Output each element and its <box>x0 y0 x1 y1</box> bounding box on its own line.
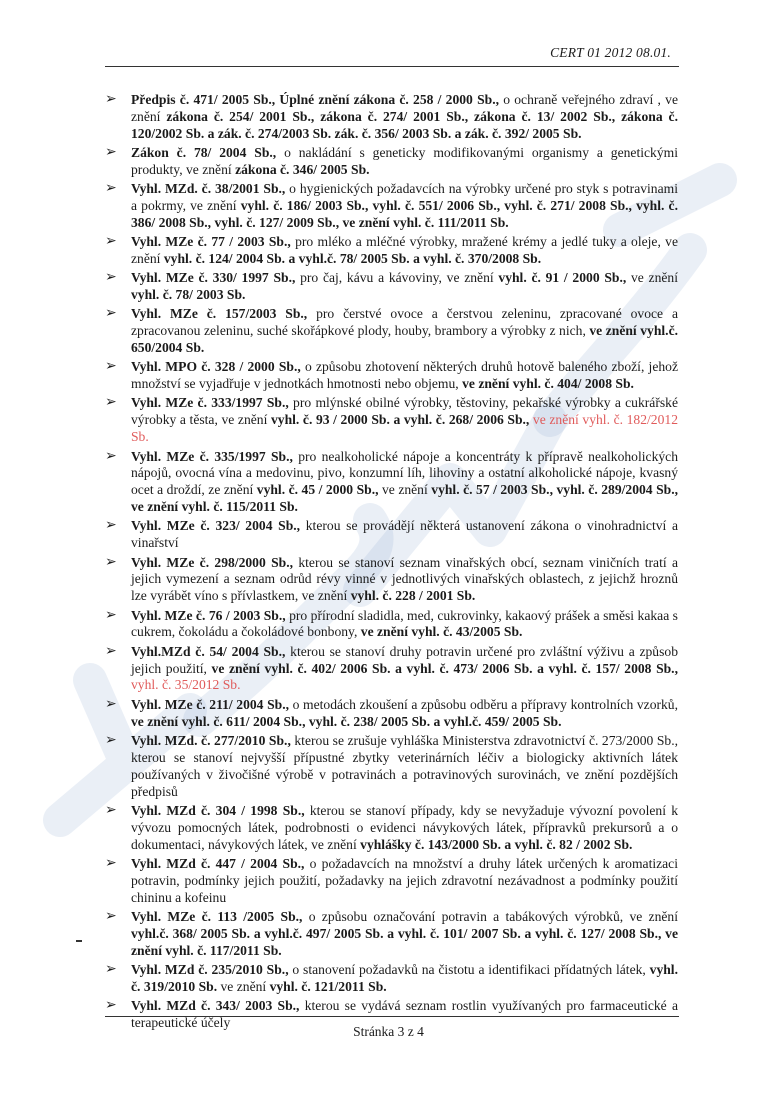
item-text-segment: vyhl. č. 124/ 2004 Sb. a vyhl.č. 78/ 2005 Sb. a vyhl. č. 370/2008 Sb. <box>163 251 542 267</box>
arrow-bullet-icon: ➢ <box>105 306 117 322</box>
arrow-bullet-icon: ➢ <box>105 643 117 659</box>
list-item <box>104 518 678 552</box>
list-item <box>104 306 678 357</box>
item-text-segment: vyhl. č. 319/2010 Sb. <box>131 961 678 994</box>
item-text-segment: ve znění <box>378 482 432 498</box>
item-text-segment: Vyhl. MZe č. 113 /2005 Sb., <box>131 908 303 924</box>
list-item <box>104 181 678 232</box>
arrow-bullet-icon: ➢ <box>105 802 117 818</box>
item-text-segment: ve znění vyhl.č. 650/2004 Sb. <box>131 323 678 356</box>
item-text-segment: ve znění <box>217 978 270 994</box>
arrow-bullet-icon: ➢ <box>105 961 117 977</box>
item-text-segment: vyhl.č. 368/ 2005 Sb. a vyhl.č. 497/ 2005 Sb. a vyhl. č. 101/ 2007 Sb. a vyhl. č. 127/ 2008 Sb., ve znění vyhl. č. 117/2011 Sb. <box>131 925 678 958</box>
arrow-bullet-icon: ➢ <box>105 145 117 161</box>
list-item <box>104 608 678 642</box>
item-text-segment: Vyhl. MZe č. 335/1997 Sb., <box>131 448 293 464</box>
item-text-segment: Vyhl. MZe č. 333/1997 Sb., <box>131 395 289 411</box>
item-text-segment: Vyhl. MZe č. 298/2000 Sb., <box>131 554 294 570</box>
item-text-segment: ve znění vyhl. č. 182/2012 Sb. <box>131 412 678 445</box>
arrow-bullet-icon: ➢ <box>105 395 117 411</box>
header-divider <box>105 66 679 67</box>
item-text-segment: kterou se vydává seznam rostlin využívaných pro farmaceutické a terapeutické účely <box>131 997 678 1030</box>
arrow-bullet-icon: ➢ <box>105 181 117 197</box>
arrow-bullet-icon: ➢ <box>105 518 117 534</box>
page-number: Stránka 3 z 4 <box>353 1024 424 1039</box>
arrow-bullet-icon: ➢ <box>105 92 117 107</box>
item-text-segment: Vyhl. MZe č. 157/2003 Sb., <box>131 306 308 322</box>
list-item <box>104 644 678 695</box>
list-item <box>104 803 678 854</box>
item-text-segment: Vyhl. MZe č. 77 / 2003 Sb., <box>131 234 291 250</box>
item-text-segment: o způsobu zhotovení některých druhů hotově baleného zboží, jehož množství se vyjadřuje v jednotkách hmotnosti nebo objemu, <box>131 359 678 392</box>
item-text-segment: zákona č. 254/ 2001 Sb., zákona č. 274/ 2001 Sb., zákona č. 13/ 2002 Sb., zákona č. 120/2002 Sb. a zák. č. 274/2003 Sb. zák. č. 356/ 2003 Sb. a zák. č. 392/ 2005 Sb. <box>131 108 678 141</box>
item-text-segment: vyhl. č. 91 / 2000 Sb., <box>498 270 627 286</box>
list-item <box>104 92 678 143</box>
list-item <box>104 145 678 179</box>
arrow-bullet-icon: ➢ <box>105 696 117 712</box>
arrow-bullet-icon: ➢ <box>105 270 117 286</box>
item-text-segment: Předpis č. 471/ 2005 Sb., Úplné znění zákona č. 258 / 2000 Sb., <box>131 92 499 107</box>
item-text-segment: o hygienických požadavcích na výrobky určené pro styk s potravinami a pokrmy, ve znění <box>131 181 678 214</box>
item-text-segment: Vyhl. MZe č. 330/ 1997 Sb., <box>131 270 296 286</box>
list-item <box>104 395 678 446</box>
item-text-segment: vyhl. č. 35/2012 Sb. <box>131 677 241 693</box>
item-text-segment: ve znění vyhl. č. 43/2005 Sb. <box>360 624 523 640</box>
item-text-segment: kterou se zrušuje vyhláška Ministerstva zdravotnictví č. 273/2000 Sb., kterou se stanoví nejvyšší přípustné zbytky veterinárních léčiv a biologicky aktivních látek používaných v živočišné výrobě v potravinách a potravinových surovinách, ve znění pozdějších předpisů <box>131 732 678 799</box>
item-text-segment: kterou se stanoví případy, kdy se nevyžaduje vývozní povolení k vývozu pomocných látek, podrobnosti o evidenci návykových látek, přípravků prekursorů a o dokumentaci, návykových látek, ve znění <box>131 802 679 852</box>
item-text-segment: vyhl. č. 45 / 2000 Sb., <box>256 482 379 498</box>
item-text-segment: pro mléko a mléčné výrobky, mražené krémy a jedlé tuky a oleje, ve znění <box>131 234 678 267</box>
list-item <box>104 449 678 517</box>
list-item <box>104 359 678 393</box>
item-text-segment: o metodách zkoušení a způsobu odběru a přípravy kontrolních vzorků, <box>289 696 679 712</box>
item-text-segment: vyhl. č. 121/2011 Sb. <box>269 978 387 994</box>
list-item <box>104 270 678 304</box>
list-item <box>104 962 678 996</box>
item-text-segment: Zákon č. 78/ 2004 Sb., <box>131 145 277 161</box>
arrow-bullet-icon: ➢ <box>105 732 117 748</box>
arrow-bullet-icon: ➢ <box>105 359 117 375</box>
arrow-bullet-icon: ➢ <box>105 234 117 250</box>
item-text-segment: Vyhl. MZd č. 304 / 1998 Sb., <box>131 802 305 818</box>
item-text-segment: Vyhl. MZe č. 323/ 2004 Sb., <box>131 518 301 534</box>
list-item <box>104 909 678 960</box>
item-text-segment: Vyhl. MPO č. 328 / 2000 Sb., <box>131 359 301 375</box>
item-text-segment: ve znění vyhl. č. 404/ 2008 Sb. <box>462 376 634 392</box>
item-text-segment: kterou se stanoví druhy potravin určené pro zvláštní výživu a způsob jejich použití, <box>131 643 678 676</box>
margin-mark <box>76 940 82 942</box>
arrow-bullet-icon: ➢ <box>105 855 117 871</box>
list-item <box>104 555 678 606</box>
item-text-segment: kterou se provádějí některá ustanovení zákona o vinohradnictví a vinařství <box>131 518 679 551</box>
list-item <box>104 733 678 801</box>
arrow-bullet-icon: ➢ <box>105 448 117 464</box>
item-text-segment: ve znění <box>626 270 678 286</box>
arrow-bullet-icon: ➢ <box>105 554 117 570</box>
item-text-segment: vyhl. č. 186/ 2003 Sb., vyhl. č. 551/ 2006 Sb., vyhl. č. 271/ 2008 Sb., vyhl. č. 386/ 2008 Sb., vyhl. č. 127/ 2009 Sb., ve znění vyhl. č. 111/2011 Sb. <box>131 198 678 230</box>
arrow-bullet-icon: ➢ <box>105 997 117 1013</box>
item-text-segment: o požadavcích na množství a druhy látek určených k aromatizaci potravin, podmínky jejich použití, požadavky na jejich zdravotní nezávadnost a podmínky použití chininu a kofeinu <box>131 855 678 905</box>
item-text-segment: Vyhl. MZd č. 235/2010 Sb., <box>131 961 289 977</box>
item-text-segment: vyhl. č. 228 / 2001 Sb. <box>350 588 476 604</box>
list-item <box>104 697 678 731</box>
document-reference: CERT 01 2012 08.01. <box>550 45 671 60</box>
item-text-segment: vyhl. č. 78/ 2003 Sb. <box>131 287 246 303</box>
item-text-segment: pro čerstvé ovoce a čerstvou zeleninu, zpracované ovoce a zpracovanou zeleninu, suché skořápkové plody, houby, brambory a výrobky z nich, <box>131 306 678 339</box>
item-text-segment: zákona č. 346/ 2005 Sb. <box>235 161 370 177</box>
item-text-segment: pro nealkoholické nápoje a koncentráty k přípravě nealkoholických nápojů, ovocná vína a medovinu, pivo, konzumní líh, lihoviny a ostatní alkoholické nápoje, kvasný ocet a droždí, ze znění <box>131 448 678 498</box>
item-text-segment: Vyhl.MZd č. 54/ 2004 Sb., <box>131 643 286 659</box>
item-text-segment: Vyhl. MZe č. 76 / 2003 Sb., <box>131 607 286 623</box>
item-text-segment: o stanovení požadavků na čistotu a identifikaci přídatných látek, <box>288 961 650 977</box>
item-text-segment: o způsobu označování potravin a tabákových výrobků, ve znění <box>302 908 678 924</box>
item-text-segment: pro mlýnské obilné výrobky, těstoviny, pekařské výrobky a cukrářské výrobky a těsta, ve znění <box>131 395 678 428</box>
item-text-segment: vyhl. č. 57 / 2003 Sb., vyhl. č. 289/2004 Sb., ve znění vyhl. č. 115/2011 Sb. <box>131 482 678 515</box>
item-text-segment: pro přírodní sladidla, med, cukrovinky, kakaový prášek a směsi kakaa s cukrem, čokoládu a čokoládové bonbony, <box>131 607 678 640</box>
list-item <box>104 856 678 907</box>
item-text-segment: Vyhl. MZe č. 211/ 2004 Sb., <box>131 696 290 712</box>
arrow-bullet-icon: ➢ <box>105 607 117 623</box>
item-text-segment: vyhlášky č. 143/2000 Sb. a vyhl. č. 82 / 2002 Sb. <box>360 836 633 852</box>
list-item <box>104 234 678 268</box>
item-text-segment: Vyhl. MZd č. 343/ 2003 Sb., <box>131 997 300 1013</box>
item-text-segment: vyhl. č. 93 / 2000 Sb. a vyhl. č. 268/ 2006 Sb., <box>270 412 530 428</box>
item-text-segment: o nakládání s geneticky modifikovanými organismy a genetickými produkty, ve znění <box>131 145 678 177</box>
footer-divider <box>105 1016 679 1017</box>
item-text-segment: ve znění vyhl. č. 611/ 2004 Sb., vyhl. č. 238/ 2005 Sb. a vyhl.č. 459/ 2005 Sb. <box>131 713 562 729</box>
regulation-list <box>104 92 678 1034</box>
item-text-segment: o ochraně veřejného zdraví , ve znění <box>131 92 678 124</box>
item-text-segment: pro čaj, kávu a kávoviny, ve znění <box>295 270 499 286</box>
item-text-segment: ve znění vyhl. č. 402/ 2006 Sb. a vyhl. č. 473/ 2006 Sb. a vyhl. č. 157/ 2008 Sb., <box>211 660 678 676</box>
item-text-segment: kterou se stanoví seznam vinařských obcí, seznam viničních tratí a jejich vymezení a seznam odrůd révy vinné v jednotlivých vinařských oblastech, z jejichž hroznů lze vyrábět víno s přívlastkem, ve znění <box>131 554 678 604</box>
item-text-segment: Vyhl. MZd. č. 38/2001 Sb., <box>131 181 286 197</box>
item-text-segment: Vyhl. MZd. č. 277/2010 Sb., <box>131 732 291 748</box>
item-text-segment: Vyhl. MZd č. 447 / 2004 Sb., <box>131 855 305 871</box>
arrow-bullet-icon: ➢ <box>105 908 117 924</box>
